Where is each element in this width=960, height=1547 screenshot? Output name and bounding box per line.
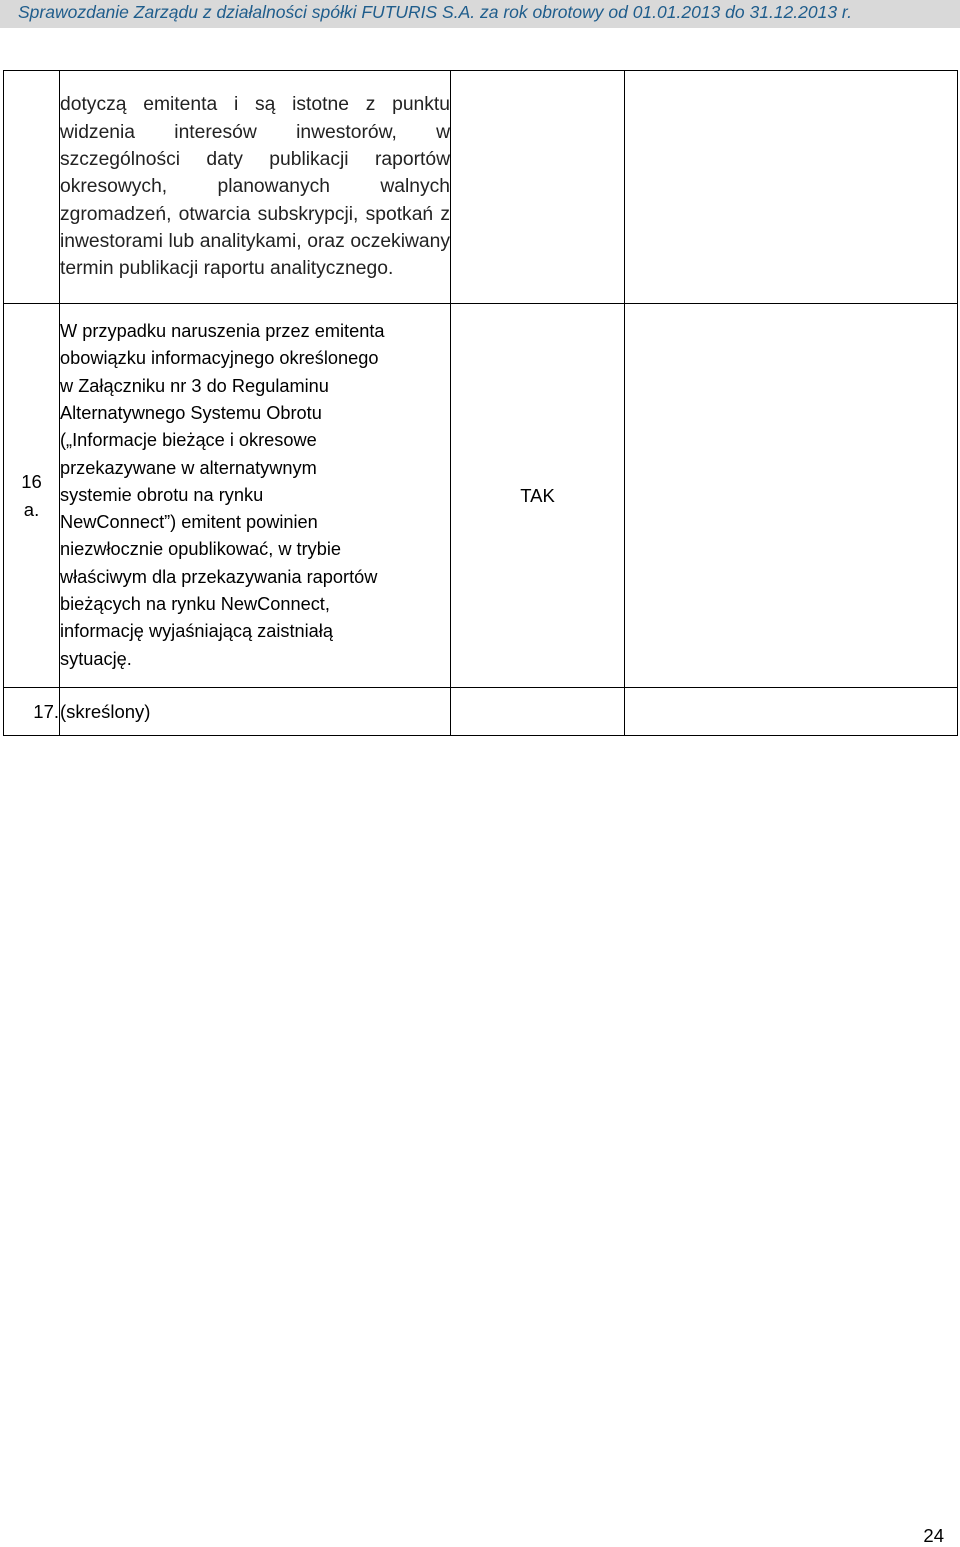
report-title: Sprawozdanie Zarządu z działalności spółki FUTURIS S.A. za rok obrotowy od 01.01.2013 do 31.12.2013 r.: [18, 2, 852, 22]
comment-cell: [625, 71, 958, 304]
answer-cell: [451, 71, 625, 304]
principle-description-cell: dotyczą emitenta i są istotne z punktu widzenia interesów inwestorów, w szczególności daty publikacji raportów okresowych, planowanych walnych zgromadzeń, otwarcia subskrypcji, spotkań z inwestorami lub analitykami, oraz oczekiwany termin publikacji raportu analitycznego.: [60, 71, 451, 304]
principle-description-cell: (skreślony): [60, 688, 451, 736]
table-row: [4, 304, 958, 688]
table-row: [4, 71, 958, 304]
corporate-governance-table: [3, 70, 958, 736]
comment-cell: [625, 688, 958, 736]
row-number-cell: 16 a.: [4, 304, 60, 688]
comment-cell: [625, 304, 958, 688]
row-number-cell: 17.: [4, 688, 60, 736]
page-header: [0, 0, 960, 28]
answer-cell: [451, 688, 625, 736]
answer-cell: TAK: [451, 304, 625, 688]
table-row: [4, 688, 958, 736]
row-number-cell: [4, 71, 60, 304]
principle-description-cell: W przypadku naruszenia przez emitenta obowiązku informacyjnego określonego w Załączniku nr 3 do Regulaminu Alternatywnego Systemu Obrotu („Informacje bieżące i okresowe przekazywane w alternatywnym systemie obrotu na rynku NewConnect”) emitent powinien niezwłocznie opublikować, w trybie właściwym dla przekazywania raportów bieżących na rynku NewConnect, informację wyjaśniającą zaistniałą sytuację.: [60, 304, 451, 688]
page-number: 24: [923, 1525, 944, 1546]
